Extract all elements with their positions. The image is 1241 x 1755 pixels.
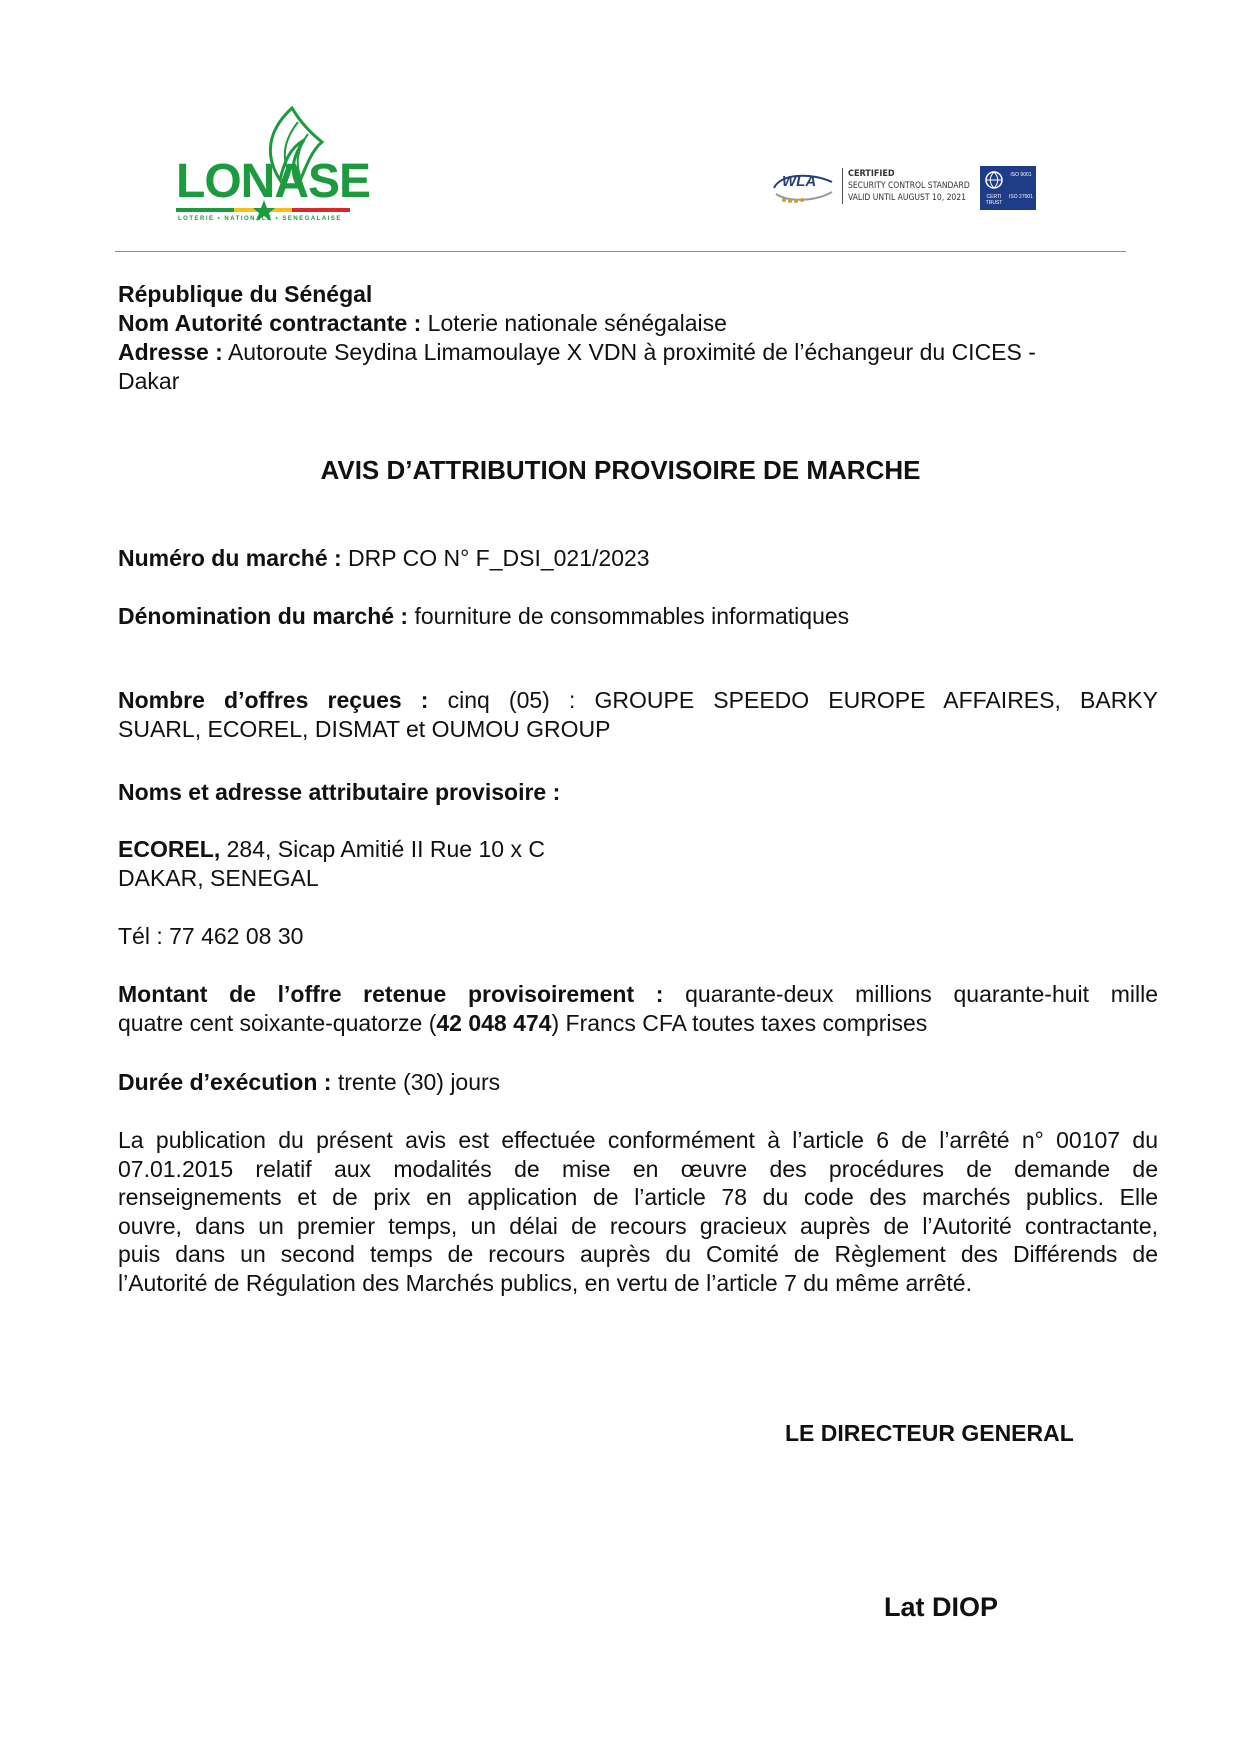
publication-paragraph: [118, 1126, 1158, 1297]
authority-name-label: Nom Autorité contractante :: [118, 310, 422, 336]
signature-title: LE DIRECTEUR GENERAL: [785, 1420, 1074, 1446]
iso-9001: ISO 9001: [1010, 172, 1032, 178]
numero-label: Numéro du marché :: [118, 545, 342, 571]
numero-line: [118, 544, 650, 573]
montant-line-2: [118, 1009, 1158, 1038]
montant-value-2a: quatre cent soixante-quatorze (: [118, 1009, 437, 1036]
certi-trust: CERTI TRUST: [985, 194, 1003, 206]
offres-paragraph: [118, 686, 1158, 743]
address-value: Autoroute Seydina Limamoulaye X VDN à proximité de l’échangeur du CICES -: [222, 339, 1036, 365]
montant-label: Montant de l’offre retenue provisoirement :: [118, 981, 664, 1007]
authority-name-value: Loterie nationale sénégalaise: [421, 310, 727, 336]
authority-name-line: [118, 309, 727, 338]
denomination-label: Dénomination du marché :: [118, 603, 409, 629]
globe-icon: [983, 169, 1005, 191]
publication-line: l’Autorité de Régulation des Marchés publics, en vertu de l’article 7 du même arrêté.: [118, 1269, 972, 1296]
iso-badge: [980, 166, 1036, 210]
attributaire-addr-2: DAKAR, SENEGAL: [118, 865, 319, 891]
attributaire-name: ECOREL,: [118, 836, 221, 862]
montant-paragraph: [118, 980, 1158, 1037]
tel-line: Tél : 77 462 08 30: [118, 923, 304, 949]
publication-line: 07.01.2015 relatif aux modalités de mise en œuvre des procédures de demande de: [118, 1155, 1158, 1182]
denomination-value: fourniture de consommables informatiques: [408, 603, 850, 629]
publication-line: La publication du présent avis est effectuée conformément à l’article 6 de l’arrêté n° 00107 du: [118, 1127, 1158, 1153]
iso-27001: ISO 27001: [1009, 194, 1033, 200]
address-line-2: Dakar: [118, 368, 180, 394]
offres-line-2: SUARL, ECOREL, DISMAT et OUMOU GROUP: [118, 715, 611, 742]
lonase-logo: [172, 100, 371, 230]
wla-brand: WLA: [782, 173, 817, 190]
offres-value-1: cinq (05) : GROUPE SPEEDO EUROPE AFFAIRES, BARKY: [428, 687, 1158, 713]
denomination-line: [118, 602, 849, 631]
offres-label: Nombre d’offres reçues :: [118, 687, 429, 713]
cert-divider: [842, 168, 843, 204]
publication-line: ouvre, dans un premier temps, un délai de recours gracieux auprès de l’Autorité contractante,: [118, 1212, 1158, 1239]
publication-line: renseignements et de prix en application de l’article 78 du code des marchés publics. Elle: [118, 1184, 1158, 1210]
offres-line-1: [118, 686, 1158, 715]
publication-line: puis dans un second temps de recours auprès du Comité de Règlement des Différends de: [118, 1241, 1158, 1267]
duree-value: trente (30) jours: [331, 1069, 501, 1095]
header-divider: [115, 251, 1126, 252]
numero-value: DRP CO N° F_DSI_021/2023: [341, 545, 650, 571]
attributaire-label: Noms et adresse attributaire provisoire :: [118, 779, 561, 805]
montant-value-2b: ) Francs CFA toutes taxes comprises: [551, 1009, 928, 1036]
attributaire-addr-1: 284, Sicap Amitié II Rue 10 x C: [220, 836, 545, 862]
cert-text: [848, 168, 970, 204]
republic-line: République du Sénégal: [118, 281, 373, 307]
cert-line-2: SECURITY CONTROL STANDARD: [848, 181, 970, 191]
cert-line-3: VALID UNTIL AUGUST 10, 2021: [848, 193, 967, 203]
logo-subtitle: LOTERIE • NATIONALE • SENEGALAISE: [178, 216, 342, 222]
montant-value-1: quarante-deux millions quarante-huit mille: [663, 981, 1158, 1007]
logo-wordmark: LONASE: [176, 155, 371, 208]
address-label: Adresse :: [118, 339, 223, 365]
cert-line-1: CERTIFIED: [848, 169, 895, 179]
signature-name: Lat DIOP: [884, 1592, 999, 1622]
certification-badges: [770, 162, 1040, 212]
attributaire-line-1: [118, 835, 545, 864]
duree-line: [118, 1068, 500, 1097]
montant-line-1: [118, 980, 1158, 1009]
duree-label: Durée d’exécution :: [118, 1069, 332, 1095]
address-line: [118, 338, 1036, 367]
document-title: AVIS D’ATTRIBUTION PROVISOIRE DE MARCHE: [320, 455, 921, 485]
montant-amount: 42 048 474: [436, 1009, 552, 1036]
